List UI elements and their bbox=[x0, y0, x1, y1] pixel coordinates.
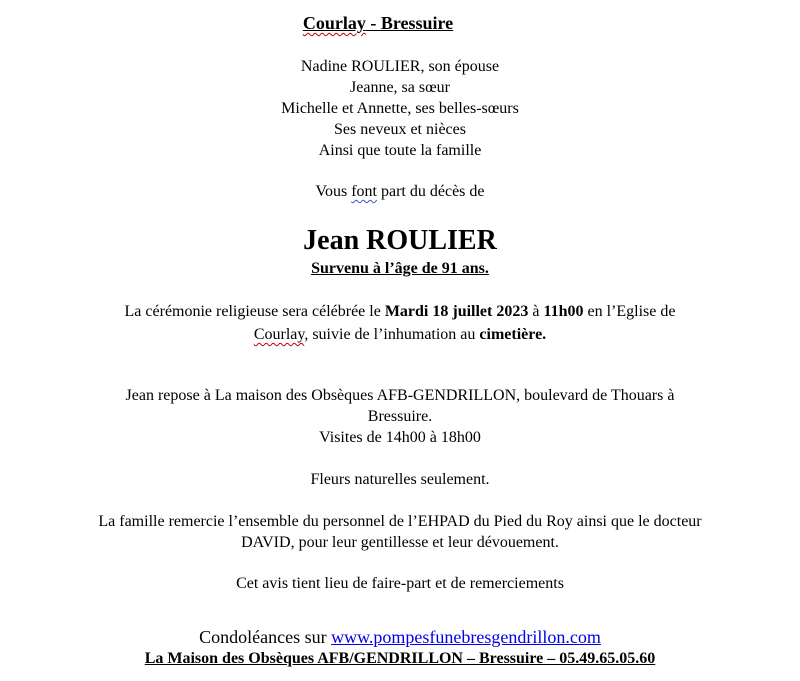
visiting-hours: Visites de 14h00 à 18h00 bbox=[319, 429, 481, 446]
deceased-age: Survenu à l’âge de 91 ans. bbox=[311, 260, 489, 277]
ceremony-cemetery: cimetière. bbox=[479, 326, 547, 343]
header-place-bressuire: Bressuire bbox=[380, 13, 454, 33]
thanks-line-1: La famille remercie l’ensemble du personnel de l’EHPAD du Pied du Roy ainsi que le docteur bbox=[98, 513, 702, 530]
rest-line-1: Jean repose à La maison des Obsèques AFB-GENDRILLON, boulevard de Thouars à bbox=[125, 387, 675, 404]
family-line-2: Jeanne, sa sœur bbox=[350, 79, 450, 96]
header-location bbox=[0, 14, 778, 32]
notice-text: Cet avis tient lieu de faire-part et de remerciements bbox=[236, 575, 564, 592]
announcement: Vous font part du décès de bbox=[315, 183, 485, 200]
ceremony-date: Mardi 18 juillet 2023 bbox=[384, 303, 529, 320]
condolences-link[interactable]: www.pompesfunebresgendrillon.com bbox=[331, 627, 601, 647]
footer-contact: La Maison des Obsèques AFB/GENDRILLON – Bressuire – 05.49.65.05.60 bbox=[144, 650, 656, 667]
condolences-line bbox=[0, 628, 800, 646]
family-line-1: Nadine ROULIER, son épouse bbox=[300, 58, 500, 75]
ceremony-time: 11h00 bbox=[543, 303, 584, 320]
header-separator: - bbox=[365, 13, 381, 33]
flowers-note: Fleurs naturelles seulement. bbox=[310, 471, 490, 488]
header-place-courlay: Courlay bbox=[302, 13, 366, 33]
family-line-4: Ses neveux et nièces bbox=[334, 121, 466, 138]
ceremony-line-1: La cérémonie religieuse sera célébrée le Mardi 18 juillet 2023 à 11h00 en l’Eglise de bbox=[124, 303, 676, 320]
thanks-line-2: DAVID, pour leur gentillesse et leur dévouement. bbox=[241, 534, 559, 551]
announcement-font-word: font bbox=[351, 183, 377, 200]
family-line-5: Ainsi que toute la famille bbox=[318, 142, 482, 159]
rest-line-2: Bressuire. bbox=[367, 408, 433, 425]
ceremony-line-2: Courlay, suivie de l’inhumation au cimetière. bbox=[253, 326, 547, 343]
condolences-label: Condoléances sur bbox=[199, 627, 332, 647]
ceremony-place: Courlay bbox=[253, 326, 305, 343]
deceased-name: Jean ROULIER bbox=[303, 225, 497, 256]
family-line-3: Michelle et Annette, ses belles-sœurs bbox=[281, 100, 519, 117]
